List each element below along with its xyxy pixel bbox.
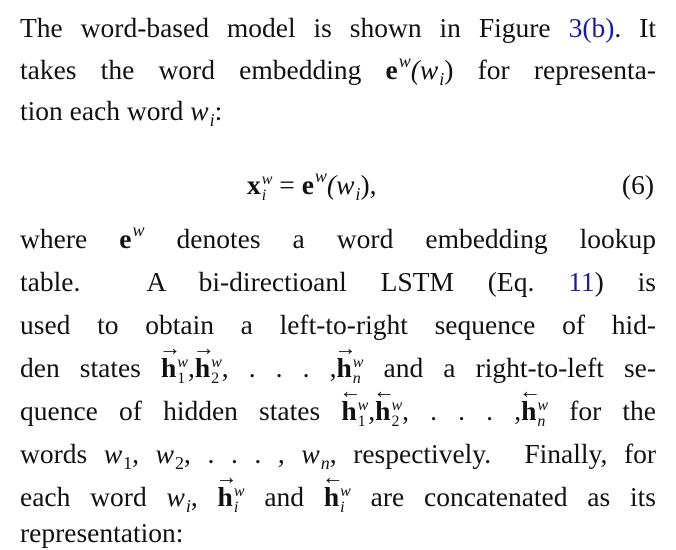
text: den states [20, 352, 161, 383]
text-line [20, 13, 656, 43]
math: w [340, 483, 351, 500]
equation-number: (6) [621, 169, 654, 200]
text: table. A bi-directioanl LSTM (Eq. [20, 266, 569, 297]
text: takes the word embedding [20, 54, 386, 85]
math: h → [336, 353, 351, 383]
text: for representa- [453, 54, 656, 85]
math: , [132, 438, 156, 469]
equation-link[interactable]: 11 [568, 266, 595, 297]
text: for the [548, 395, 657, 426]
math: e [119, 223, 132, 254]
math: 2 [211, 370, 220, 387]
text: and a right-to-left se- [363, 352, 657, 383]
text-line [20, 353, 656, 387]
math: h → [218, 482, 233, 512]
math: 1 [177, 370, 186, 387]
text-line [20, 267, 656, 297]
math: w [537, 397, 549, 414]
math: h ← [324, 482, 339, 512]
text: denotes a word embedding lookup [144, 223, 656, 254]
math: i [261, 187, 267, 204]
math: , . . . , [184, 438, 302, 469]
math: h → [195, 353, 210, 383]
math: (w [410, 54, 439, 85]
math: w [177, 354, 188, 371]
equation-body [247, 166, 377, 204]
math: w [211, 354, 222, 371]
text: are concatenated as its [350, 481, 657, 512]
math: w [103, 438, 123, 469]
text: . It [614, 12, 656, 43]
math: ) [444, 54, 454, 85]
math: i [185, 496, 191, 516]
math: w [398, 51, 411, 71]
math: (w [326, 169, 355, 200]
math: i [340, 499, 345, 516]
text: tion each word [20, 95, 191, 126]
math: , [368, 395, 376, 426]
math: w [166, 481, 185, 512]
math [262, 172, 273, 204]
math: i [439, 69, 445, 89]
math: ), [360, 169, 377, 200]
math: x [247, 169, 261, 200]
text: each word [20, 481, 167, 512]
math: w [190, 95, 209, 126]
text-line [20, 220, 656, 254]
text: quence of hidden states [20, 395, 342, 426]
math: w [132, 220, 145, 240]
math: w [301, 438, 320, 469]
text-line [20, 482, 656, 516]
math: = [272, 169, 302, 200]
math: h ← [521, 396, 536, 426]
math: w [233, 483, 245, 500]
math: w [314, 166, 327, 186]
math: n [537, 413, 546, 430]
math: i [355, 184, 361, 204]
text: words [20, 438, 104, 469]
math: , . . . , [402, 395, 522, 426]
text: ) is [594, 266, 657, 297]
math: 1 [123, 453, 133, 473]
text: where [20, 223, 120, 254]
text-line [20, 51, 656, 89]
math: n [352, 370, 361, 387]
figure-link[interactable]: 3(b) [568, 12, 615, 43]
text: representation: [20, 517, 184, 548]
math: 1 [357, 413, 366, 430]
text: used to obtain a left-to-right sequence of hid- [20, 309, 656, 340]
math: w [391, 397, 403, 414]
text: : [214, 95, 223, 126]
math: h ← [341, 396, 356, 426]
math: 2 [175, 453, 184, 473]
math: h → [161, 353, 176, 383]
math: i [233, 499, 239, 516]
math: h ← [375, 396, 390, 426]
text-line [20, 95, 656, 130]
math: w [261, 171, 273, 188]
text: and [244, 481, 324, 512]
math: , . . . , [221, 352, 337, 383]
math: i [209, 110, 215, 130]
text: The word-based model is shown in Figure [20, 12, 569, 43]
math: n [320, 453, 330, 473]
math: e [385, 54, 398, 85]
text-line [20, 396, 656, 430]
text-line [20, 518, 656, 548]
math: , [187, 352, 195, 383]
math: 2 [391, 413, 400, 430]
math: w [352, 354, 364, 371]
math: e [301, 169, 314, 200]
math: w [155, 438, 174, 469]
text: , respectively. Finally, for [329, 438, 657, 469]
math: , [190, 481, 218, 512]
math: w [357, 397, 369, 414]
